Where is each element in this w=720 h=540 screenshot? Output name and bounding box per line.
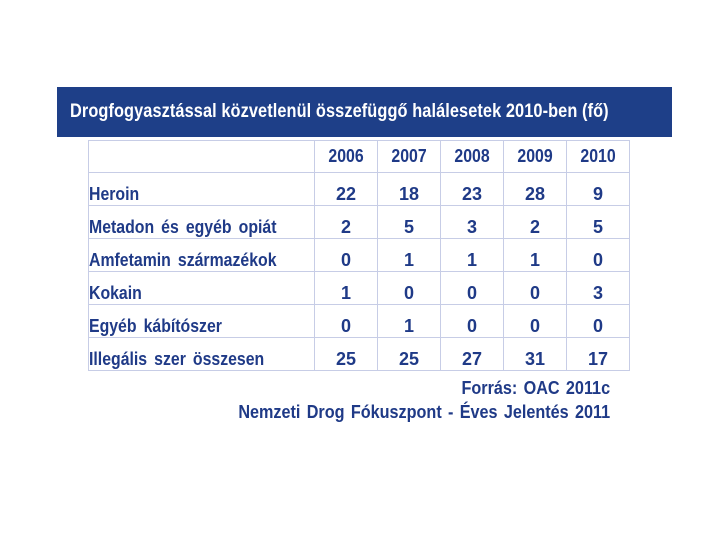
year-header: 2009 (504, 141, 567, 173)
table-cell: 1 (315, 272, 378, 305)
year-header: 2008 (441, 141, 504, 173)
table-cell: 22 (315, 173, 378, 206)
table-cell: 1 (504, 239, 567, 272)
table-row (89, 173, 630, 206)
year-header: 2007 (378, 141, 441, 173)
table-cell: 0 (441, 305, 504, 338)
table-header-row (89, 141, 630, 173)
table-row (89, 239, 630, 272)
table-cell: 0 (567, 239, 630, 272)
table-cell: 1 (378, 305, 441, 338)
table-cell: 2 (315, 206, 378, 239)
table-cell: 23 (441, 173, 504, 206)
table-cell: 2 (504, 206, 567, 239)
row-label: Heroin (89, 173, 315, 206)
table-cell: 0 (315, 239, 378, 272)
row-label: Amfetamin származékok (89, 239, 315, 272)
table-cell: 0 (315, 305, 378, 338)
table-cell: 25 (378, 338, 441, 371)
row-label: Egyéb kábítószer (89, 305, 315, 338)
table-cell: 0 (504, 272, 567, 305)
table-cell: 5 (378, 206, 441, 239)
table-cell: 17 (567, 338, 630, 371)
table-cell: 0 (378, 272, 441, 305)
table-cell: 5 (567, 206, 630, 239)
table-row (89, 206, 630, 239)
row-label: Kokain (89, 272, 315, 305)
table-cell: 31 (504, 338, 567, 371)
table-row (89, 272, 630, 305)
row-label: Illegális szer összesen (89, 338, 315, 371)
table-row (89, 305, 630, 338)
table-corner-cell (89, 141, 315, 173)
table-cell: 28 (504, 173, 567, 206)
table-cell: 9 (567, 173, 630, 206)
source-citation: Forrás: OAC 2011c (461, 378, 610, 398)
table-cell: 25 (315, 338, 378, 371)
title-bar (57, 87, 672, 137)
year-header: 2010 (567, 141, 630, 173)
table-cell: 0 (504, 305, 567, 338)
table-cell: 0 (567, 305, 630, 338)
table-cell: 0 (441, 272, 504, 305)
slide-title: Drogfogyasztással közvetlenül összefüggő halálesetek 2010-ben (fő) (70, 101, 609, 122)
table-cell: 3 (441, 206, 504, 239)
table-cell: 27 (441, 338, 504, 371)
table-row-total (89, 338, 630, 371)
table-cell: 1 (441, 239, 504, 272)
year-header: 2006 (315, 141, 378, 173)
table-cell: 18 (378, 173, 441, 206)
row-label: Metadon és egyéb opiát (89, 206, 315, 239)
table-cell: 1 (378, 239, 441, 272)
table-cell: 3 (567, 272, 630, 305)
deaths-table (88, 140, 630, 371)
source-publication: Nemzeti Drog Fókuszpont - Éves Jelentés 2011 (238, 402, 610, 422)
